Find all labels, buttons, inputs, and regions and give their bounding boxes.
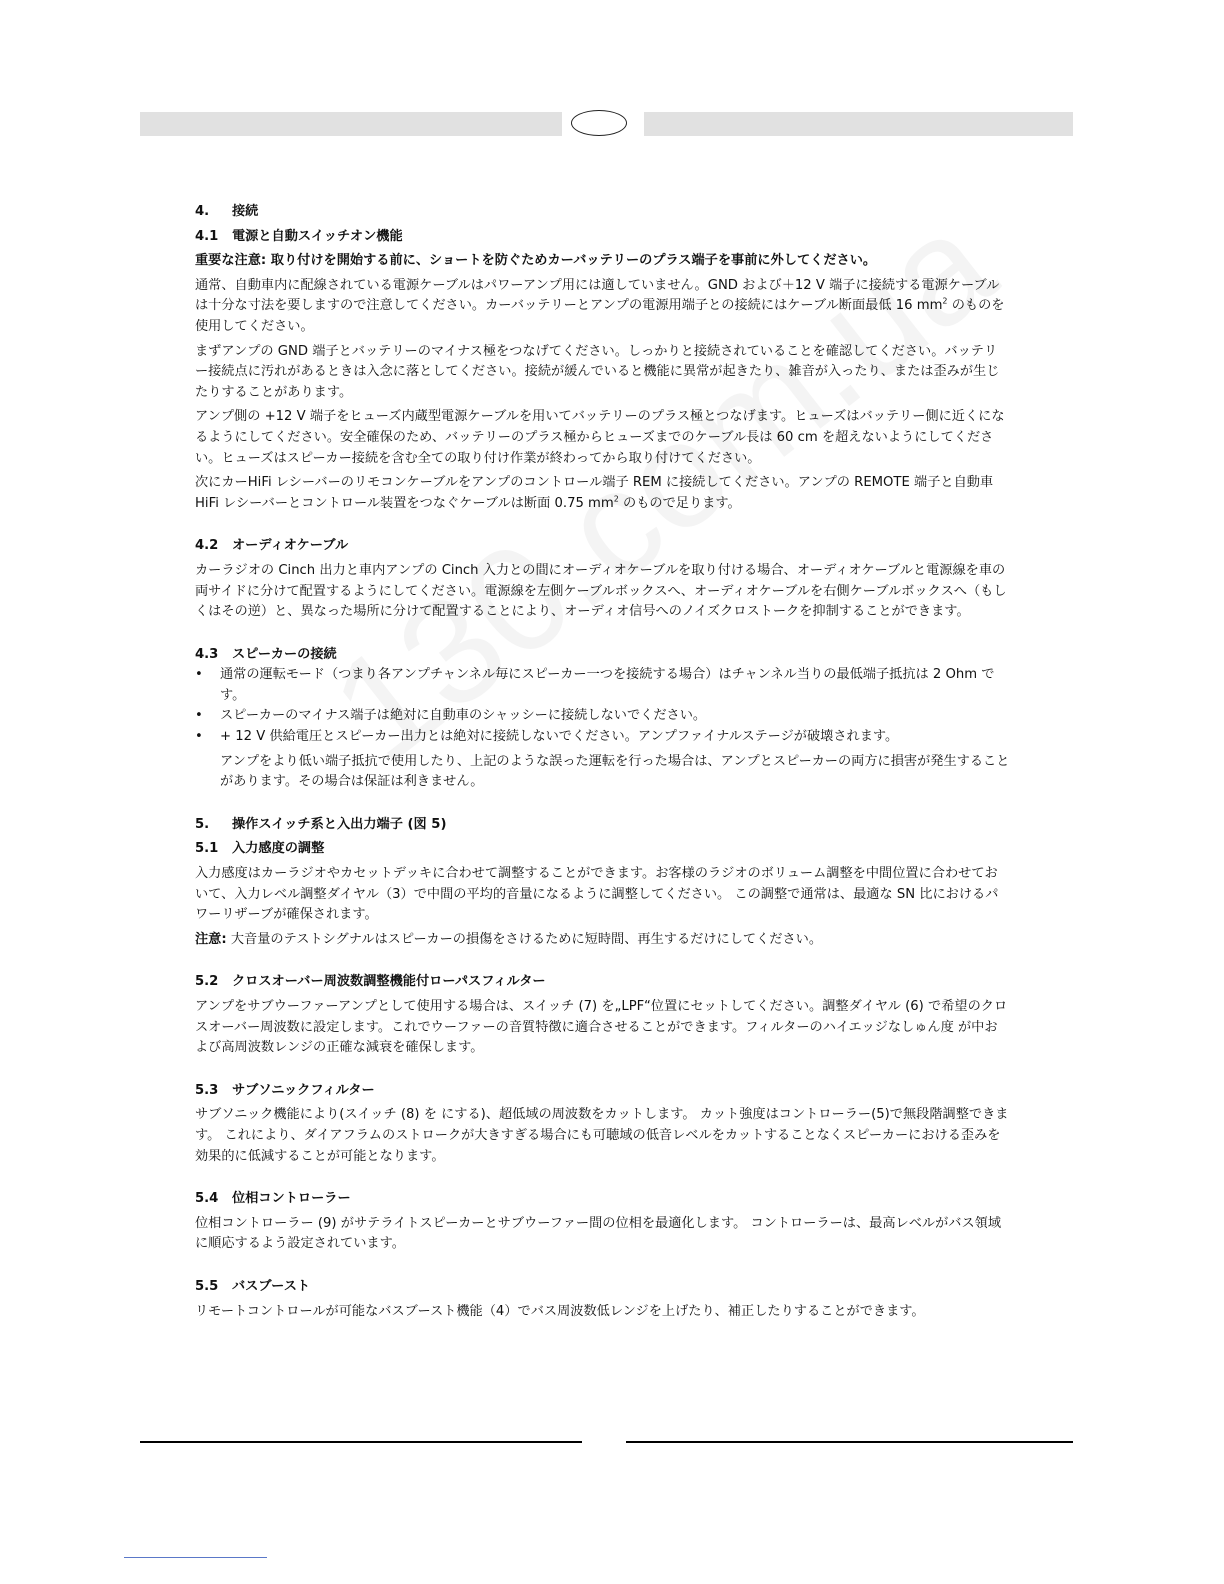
paragraph: サブソニック機能により(スイッチ (8) を にする)、超低域の周波数をカットします。 カット強度はコントローラー(5)で無段階調整できます。 これにより、ダイアフラムのストロークが大きすぎる場合にも可聴域の低音レベルをカットすることなくスピーカーにおける歪みを効果的に低減することが可能となります。 <box>195 1107 1009 1164</box>
section-title: サブソニックフィルター <box>232 1082 375 1098</box>
section-5-2-heading <box>195 972 1010 993</box>
section-5-1-heading <box>195 839 1010 860</box>
note-text: 大音量のテストシグナルはスピーカーの損傷をさけるために短時間、再生するだけにしてください。 <box>226 931 823 947</box>
section-title: 電源と自動スイッチオン機能 <box>232 228 403 244</box>
bullet-icon: • <box>195 708 203 724</box>
section-number: 5.2 <box>195 974 219 990</box>
paragraph: アンプをサブウーファーアンプとして使用する場合は、スイッチ (7) を„LPF“位置にセットしてください。調整ダイヤル (6) で希望のクロスオーバー周波数に設定します。これでウーファーの音質特徴に適合させることができます。フィルターのハイエッジなしゅん度 が中および高周波数レンジの正確な減衰を確保します。 <box>195 999 1008 1056</box>
section-title: オーディオケーブル <box>232 538 349 554</box>
section-title: 操作スイッチ系と入出力端子 (図 5) <box>232 816 447 832</box>
footer-rule-right <box>626 1441 1073 1443</box>
paragraph <box>195 473 1010 514</box>
footer-rule-left <box>140 1441 582 1443</box>
list-item <box>195 727 1010 748</box>
paragraph: 入力感度はカーラジオやカセットデッキに合わせて調整することができます。お客様のラジオのボリューム調整を中間位置に合わせておいて、入力レベル調整ダイヤル（3）で中間の平均的音量になるように調整してください。 この調整で通常は、最適な SN 比におけるパワーリザーブが確保されます。 <box>195 866 999 923</box>
superscript: 2 <box>613 494 619 504</box>
paragraph: 位相コントローラー (9) がサテライトスピーカーとサブウーファー間の位相を最適化します。 コントローラーは、最高レベルがバス領域に順応するよう設定されています。 <box>195 1215 1002 1252</box>
section-number: 5. <box>195 816 210 832</box>
paragraph: アンプ側の +12 V 端子をヒューズ内蔵型電源ケーブルを用いてバッテリーのプラス極とつなげます。ヒューズはバッテリー側に近くになるようにしてください。安全確保のため、バッテリーのプラス極からヒューズまでのケーブル長は 60 cm を超えないようにしてください。ヒューズはスピーカー接続を含む全ての取り付け作業が終わってから取り付けてください。 <box>195 409 1005 466</box>
paragraph: アンプをより低い端子抵抗で使用したり、上記のような誤った運転を行った場合は、アンプとスピーカーの両方に損害が発生することがあります。その場合は保証は利きません。 <box>220 753 1010 790</box>
text-run: のもので足ります。 <box>618 495 741 511</box>
section-number: 5.5 <box>195 1278 219 1294</box>
note-label: 注意: <box>195 931 227 947</box>
language-badge-oval <box>571 110 627 136</box>
paragraph: リモートコントロールが可能なバスブースト機能（4）でバス周波数低レンジを上げたり、補正したりすることができます。 <box>195 1303 925 1319</box>
section-title: 位相コントローラー <box>232 1191 351 1207</box>
list-item <box>195 706 1010 727</box>
section-5-heading <box>195 815 1010 836</box>
superscript: 2 <box>942 296 948 306</box>
stray-underline <box>124 1557 267 1558</box>
note-paragraph <box>195 930 1010 951</box>
section-number: 4.1 <box>195 228 219 244</box>
text-run: 次にカーHiFi レシーバーのリモコンケーブルをアンプのコントロール端子 REM に接続してください。アンプの REMOTE 端子と自動車 HiFi レシーバーとコントロール装置をつなぐケーブルは断面 0.75 mm <box>195 475 994 511</box>
section-number: 4.3 <box>195 646 219 662</box>
bullet-icon: • <box>195 667 203 683</box>
text-run: のものを使用してください。 <box>195 298 1005 334</box>
section-title: 接続 <box>232 204 259 219</box>
list-item-text: 通常の運転モード（つまり各アンプチャンネル毎にスピーカー一つを接続する場合）はチャンネル当りの最低端子抵抗は 2 Ohm です。 <box>220 667 995 703</box>
section-number: 5.4 <box>195 1191 219 1207</box>
list-item <box>195 665 1010 706</box>
section-title: スピーカーの接続 <box>232 646 337 662</box>
section-title: クロスオーバー周波数調整機能付ローパスフィルター <box>232 974 546 990</box>
section-number: 5.1 <box>195 841 219 857</box>
document-body <box>195 202 1010 1322</box>
section-number: 5.3 <box>195 1082 219 1098</box>
paragraph: まずアンプの GND 端子とバッテリーのマイナス極をつなげてください。しっかりと接続されていることを確認してください。バッテリー接続点に汚れがあるときは入念に落としてください。接続が緩んでいると機能に異常が起きたり、雑音が入ったり、または歪みが生じたりすることがあります。 <box>195 343 1000 400</box>
section-4-3-heading <box>195 645 1010 666</box>
section-4-heading <box>195 202 1010 223</box>
paragraph <box>195 276 1010 338</box>
bullet-list <box>195 665 1010 747</box>
paragraph: カーラジオの Cinch 出力と車内アンプの Cinch 入力との間にオーディオケーブルを取り付ける場合、オーディオケーブルと電源線を車の両サイドに分けて配置するようにしてください。電源線を左側ケーブルボックスへ、オーディオケーブルを右側ケーブルボックスへ（もしくはその逆）と、異なった場所に分けて配置することにより、オーディオ信号へのノイズクロストークを抑制することができます。 <box>195 562 1007 620</box>
section-number: 4. <box>195 204 210 219</box>
section-4-1-heading <box>195 227 1010 248</box>
list-item-text: スピーカーのマイナス端子は絶対に自動車のシャッシーに接続しないでください。 <box>220 708 707 724</box>
important-notice: 重要な注意: 取り付けを開始する前に、ショートを防ぐためカーバッテリーのプラス端子を事前に外してください。 <box>195 253 877 269</box>
section-number: 4.2 <box>195 538 219 554</box>
section-4-2-heading <box>195 536 1010 557</box>
bullet-icon: • <box>195 729 203 745</box>
section-5-3-heading <box>195 1081 1010 1102</box>
section-title: バスブースト <box>232 1278 311 1294</box>
section-title: 入力感度の調整 <box>232 841 325 857</box>
text-run: 通常、自動車内に配線されている電源ケーブルはパワーアンプ用には適していません。GND および＋12 V 端子に接続する電源ケーブルは十分な寸法を要しますので注意してください。カーバッテリーとアンプの電源用端子との接続にはケーブル断面最低 16 mm <box>195 277 1000 314</box>
list-item-text: + 12 V 供給電圧とスピーカー出力とは絶対に接続しないでください。アンプファイナルステージが破壊されます。 <box>220 729 899 745</box>
section-5-4-heading <box>195 1189 1010 1210</box>
section-5-5-heading <box>195 1277 1010 1298</box>
